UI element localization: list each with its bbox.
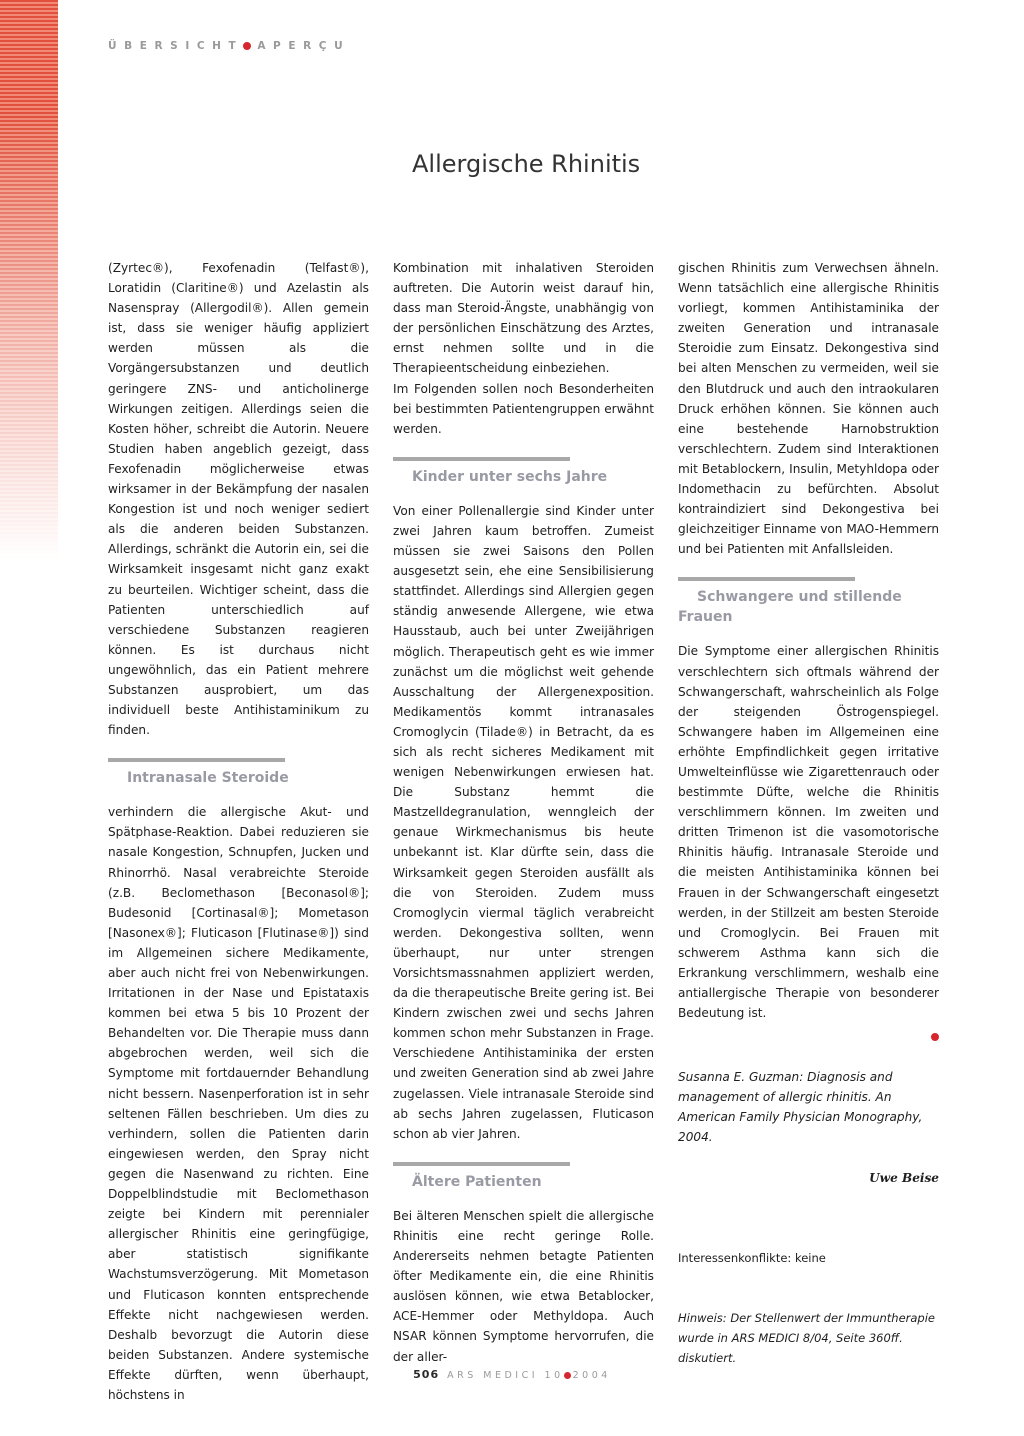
section-kicker: [108, 40, 350, 52]
article-title: Allergische Rhinitis: [412, 150, 641, 178]
red-dot-icon: [243, 42, 251, 50]
page-number: 506: [413, 1368, 440, 1381]
paragraph: gischen Rhinitis zum Verwechsen ähneln. Wenn tatsächlich eine allergische Rhinitis vorliegt, kommen Antihistaminika der zweiten Generation und intranasale Steroidie zum Einsatz. Dekongestiva sind bei alten Menschen zu vermeiden, weil sie den Blutdruck und auch den intraokularen Druck erhöhen können. Sie können auch eine bestehende Harnobstruktion verschlechtern. Zudem sind Interaktionen mit Betablockern, Insulin, Metyhldopa oder Indomethacin zu befürchten. Absolut kontraindiziert sind Dekongestiva bei gleichzeitiger Einname von MAO-Hemmern und bei Patienten mit Anfallsleiden.: [678, 261, 939, 557]
red-dot-icon: [931, 1033, 939, 1041]
column-2: [393, 258, 654, 1367]
section-rule: [678, 577, 855, 581]
paragraph: Die Symptome einer allergischen Rhinitis verschlechtern sich oftmals während der Schwangerschaft, wahrscheinlich als Folge der steigenden Östrogenspiegel. Schwangere haben im Allgemeinen eine erhöhte Empfindlichkeit gegen irritative Umwelteinflüsse wie Zigarettenrauch oder bestimmte Düfte, welche die Rhinitis verschlimmern können. Im zweiten und dritten Trimenon ist die vasomotorische Rhinitis häufig. Intranasale Steroide und die meisten Antihistaminika können bei Frauen in der Schwangerschaft eingesetzt werden, in der Stillzeit am besten Steroide und Cromoglycin. Bei Frauen mit schwerem Asthma kann sich die Erkrankung verschlimmern, weshalb eine antiallergische Therapie von besonderer Bedeutung ist.: [678, 644, 939, 1021]
paragraph: Kombination mit inhalativen Steroiden auftreten. Die Autorin weist darauf hin, dass man Steroid-Ängste, unabhängig von der persönlichen Einschätzung des Arztes, ernst nehmen sollte und in die Therapieentscheidung einbeziehen.: [393, 261, 654, 376]
author-name: Uwe Beise: [869, 1170, 939, 1185]
paragraph: (Zyrtec®), Fexofenadin (Telfast®), Loratidin (Claritine®) und Azelastin als Nasenspray (Allergodil®). Allen gemein ist, dass sie weniger häufig appliziert werden müssen als die Vorgängersubstanzen und deutlich geringere ZNS- und anticholinerge Wirkungen zeitigen. Allerdings seien die Kosten höher, schreibt die Autorin. Neuere Studien haben angeblich gezeigt, dass Fexofenadin möglicherweise etwas wirksamer in der Bekämpfung der nasalen Kongestion ist und noch weniger sediert als die anderen beiden Substanzen. Allerdings, schränkt die Autorin ein, sei die Wirksamkeit insgesamt nicht ganz exakt zu beurteilen. Wichtiger scheint, dass die Patienten unterschiedlich auf verschiedene Substanzen reagieren können. Es ist durchaus nicht ungewöhnlich, das ein Patient mehrere Substanzen ausprobiert, um das individuell beste Antihistaminikum zu finden.: [108, 261, 369, 738]
column-1: [108, 258, 369, 1405]
page-footer: [0, 1368, 1024, 1381]
column-3: [678, 258, 939, 1368]
section-heading-pregnant: [678, 577, 939, 627]
section-heading-elderly: [393, 1162, 654, 1192]
section-title: Kinder unter sechs Jahre: [412, 468, 608, 485]
red-dot-icon: [564, 1372, 571, 1379]
reference: Susanna E. Guzman: Diagnosis and management of allergic rhinitis. An American Family Physician Monography, 2004.: [678, 1070, 923, 1145]
kicker-left: ÜBERSICHT: [108, 40, 244, 52]
paragraph: Von einer Pollenallergie sind Kinder unter zwei Jahren kaum betroffen. Zumeist müssen sie zwei Saisons den Pollen ausgesetzt sein, ehe eine Sensibilisierung stattfindet. Allerdings sind Allergien gegen ständig anwesende Allergene, wie etwa Hausstaub, auch bei unter Zweijährigen möglich. Therapeutisch geht es wie immer zunächst um die möglichst weit gehende Ausschaltung der Allergenexposition. Medikamentös kommt intranasales Cromoglycin (Tilade®) in Betracht, da es sich als recht sicheres Medikament mit wenigen Nebenwirkungen erwiesen hat. Die Substanz hemmt die Mastzelldegranulation, wenngleich der genaue Wirkmechanismus bis heute unbekannt ist. Klar dürfte sein, dass die Wirksamkeit gegen Steroiden ausfällt als die von Steroiden. Zudem muss Cromoglycin viermal täglich verabreicht werden. Dekongestiva sollten, wenn überhaupt, nur unter strengen Vorsichtsmassnahmen appliziert werden, da die therapeutische Breite gering ist. Bei Kindern zwischen zwei und sechs Jahren kommen schon mehr Substanzen in Frage. Verschiedene Antihistaminika der ersten und zweiten Generation sind ab zwei Jahre zugelassen. Viele intranasale Steroide sind ab sechs Jahren zugelassen, Fluticason schon ab vier Jahren.: [393, 503, 654, 1141]
section-rule: [393, 457, 570, 461]
journal-name: ARS MEDICI 10: [447, 1370, 564, 1381]
section-title: Schwangere und stillende Frauen: [678, 589, 902, 626]
section-title: Intranasale Steroide: [127, 770, 289, 787]
section-heading-intranasal: [108, 758, 369, 788]
kicker-right: APERÇU: [257, 40, 351, 52]
section-rule: [108, 758, 285, 762]
journal-year: 2004: [572, 1370, 611, 1381]
paragraph: Im Folgenden sollen noch Besonderheiten bei bestimmten Patientengruppen erwähnt werden.: [393, 381, 654, 436]
decorative-side-stripe: [0, 0, 58, 560]
section-rule: [393, 1162, 570, 1166]
conflict-of-interest: Interessenkonflikte: keine: [678, 1250, 826, 1265]
paragraph: Bei älteren Menschen spielt die allergische Rhinitis eine recht geringe Rolle. Andererseits nehmen betagte Patienten öfter Medikamente ein, die eine Rhinitis auslösen können, wie etwa Betablocker, ACE-Hemmer oder Methyldopa. Auch NSAR können Symptome hervorrufen, die der aller-: [393, 1208, 654, 1364]
section-heading-children: [393, 457, 654, 487]
end-of-article-marker: [678, 1027, 939, 1047]
section-title: Ältere Patienten: [412, 1173, 542, 1190]
note: Hinweis: Der Stellenwert der Immuntherapie wurde in ARS MEDICI 8/04, Seite 360ff. diskutiert.: [678, 1310, 936, 1365]
paragraph: verhindern die allergische Akut- und Spätphase-Reaktion. Dabei reduzieren sie nasale Kongestion, Schnupfen, Jucken und Rhinorrhö. Nasal verabreichte Steroide (z.B. Beclomethason [Beconasol®]; Budesonid [Cortinasal®]; Mometason [Nasonex®]; Fluticason [Flutinase®]) sind im Allgemeinen sichere Medikamente, aber auch nicht frei von Nebenwirkungen. Irritationen in der Nase und Epistataxis kommen bei etwa 5 bis 10 Prozent der Behandelten vor. Die Therapie muss dann abgebrochen werden, weil sich die Symptome mit fortdauernder Behandlung nicht bessern. Nasenperforation ist in sehr seltenen Fällen beschrieben. Um dies zu verhindern, sollen die Patienten darin eingewiesen werden, den Spray nicht gegen die Nasenwand zu richten. Eine Doppelblindstudie mit Beclomethason zeigte bei Kindern mit perennialer allergischer Rhinitis eine geringfügige, aber statistisch signifikante Wachstumsverzögerung. Mit Mometason und Fluticason konnten entsprechende Effekte nicht nachgewiesen werden. Deshalb bevorzugt die Autorin diese beiden Substanzen. Andere systemische Effekte dürften, wenn überhaupt, höchstens in: [108, 805, 369, 1402]
